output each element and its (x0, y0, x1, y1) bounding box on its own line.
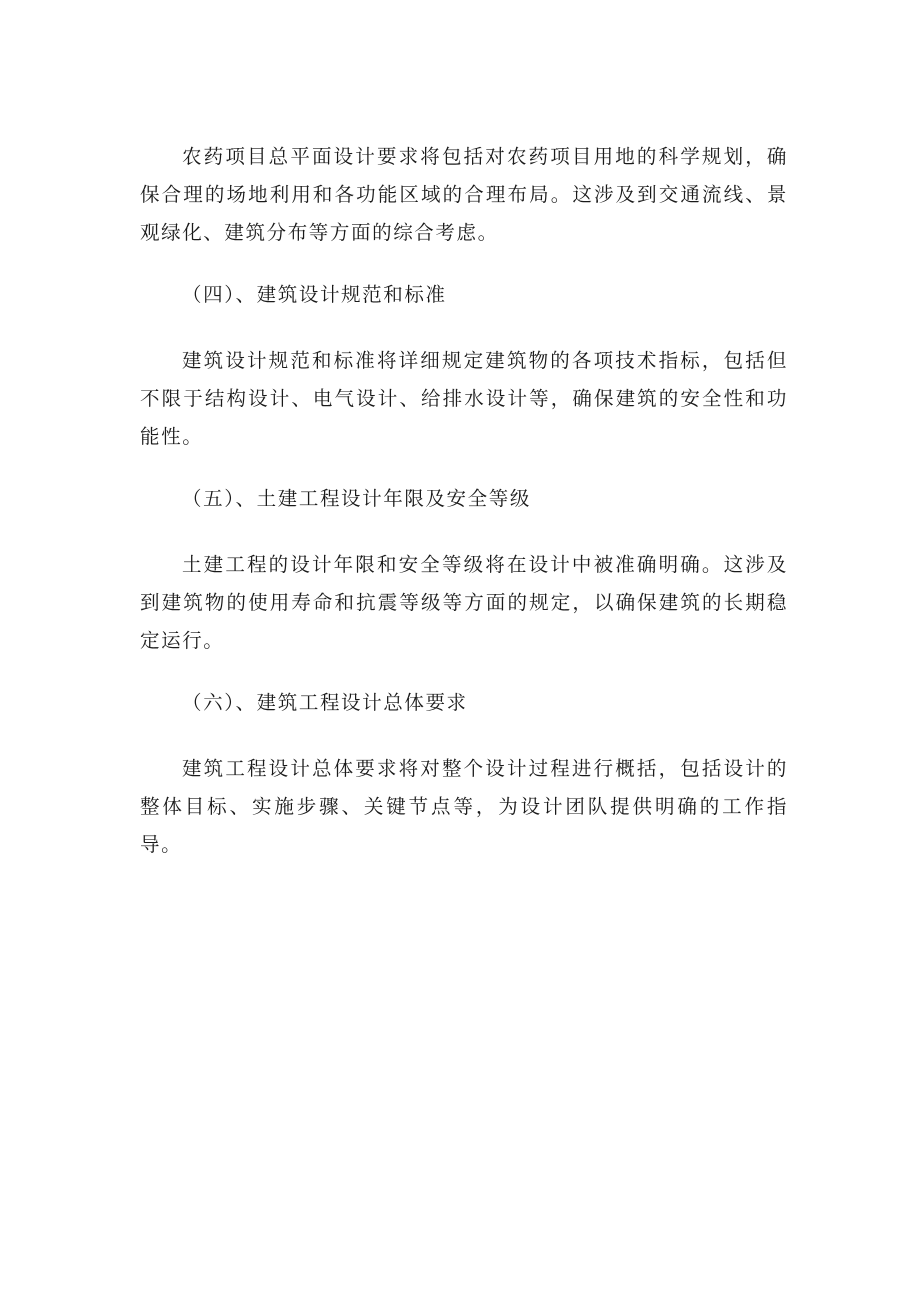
paragraph-design-life-safety: 土建工程的设计年限和安全等级将在设计中被准确明确。这涉及到建筑物的使用寿命和抗震等级等方面的规定，以确保建筑的长期稳定运行。 (140, 553, 788, 652)
document-body (140, 138, 788, 864)
section-heading-4: （四）、建筑设计规范和标准 (182, 283, 447, 306)
paragraph-overall-requirements: 建筑工程设计总体要求将对整个设计过程进行概括，包括设计的整体目标、实施步骤、关键节点等，为设计团队提供明确的工作指导。 (140, 757, 788, 856)
paragraph-site-plan: 农药项目总平面设计要求将包括对农药项目用地的科学规划，确保合理的场地利用和各功能区域的合理布局。这涉及到交通流线、景观绿化、建筑分布等方面的综合考虑。 (140, 145, 788, 244)
section-heading-5: （五）、土建工程设计年限及安全等级 (182, 487, 531, 510)
section-heading-6: （六）、建筑工程设计总体要求 (182, 691, 468, 714)
paragraph-building-standards: 建筑设计规范和标准将详细规定建筑物的各项技术指标，包括但不限于结构设计、电气设计、给排水设计等，确保建筑的安全性和功能性。 (140, 349, 788, 448)
